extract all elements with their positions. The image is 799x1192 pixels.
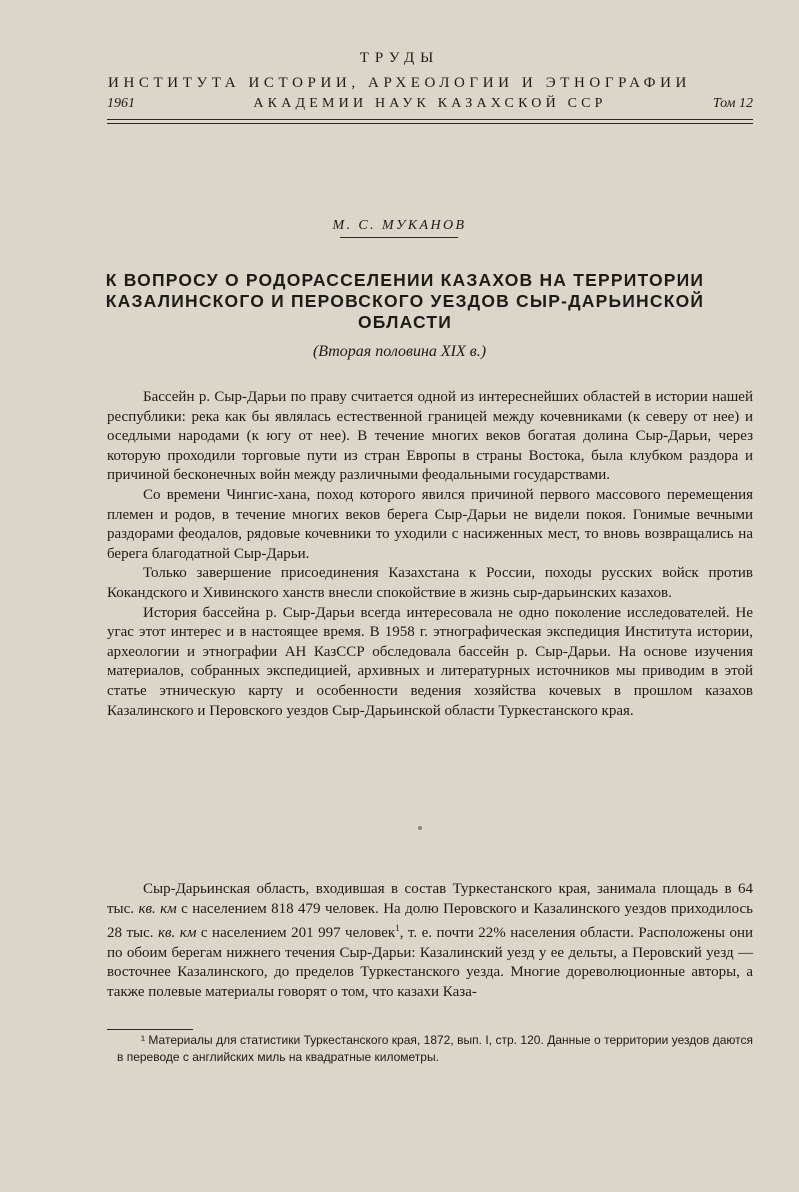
footnote-reference: 1 — [395, 923, 400, 934]
footnote-rule — [107, 1029, 193, 1030]
academy-name: АКАДЕМИИ НАУК КАЗАХСКОЙ ССР — [253, 96, 607, 111]
section-divider-dot — [418, 826, 422, 830]
intro-text — [107, 388, 753, 721]
header-rule-top — [107, 119, 753, 120]
paragraph: Бассейн р. Сыр-Дарьи по праву считается одной из интереснейших областей в истории нашей республики: река как бы являлась естественной границей между кочевниками (к северу от нее) и оседлыми народами (к югу от нее). В течение многих веков богатая долина Сыр-Дарьи, через которую проходили торговые пути из стран Европы в страны Востока, была клубком раздора и причиной бесконечных войн между различными феодальными государствами. — [107, 389, 753, 484]
paragraph — [107, 880, 753, 1003]
paragraph: История бассейна р. Сыр-Дарьи всегда интересовала не одно поколение исследователей. Не угас этот интерес и в настоящее время. В 1958 г. этнографическая экспедиция Института истории, археологии и этнографии АН КазССР обследовала бассейн р. Сыр-Дарьи. На основе изучения материалов, собранных экспедицией, архивных и литературных источников мы приводим в этой статье этническую карту и особенности ведения хозяйства кочевых в прошлом казахов Казалинского и Перовского уездов Сыр-Дарьинской области Туркестанского края. — [107, 604, 753, 719]
journal-header-row — [107, 96, 753, 116]
journal-series-title: ТРУДЫ — [359, 50, 440, 66]
text-fragment: с населением 201 997 человек — [196, 925, 396, 942]
volume-number: Том 12 — [712, 96, 753, 111]
section-text — [107, 880, 753, 1003]
footnote — [117, 1032, 753, 1065]
text-fragment: с населением 818 479 человек. На долю Перовского и Казалинского уездов приходилось 28 тыс. — [107, 900, 754, 942]
text-fragment: , т. е. почти 22% населения области. Расположены они по обоим берегам нижнего течения Сыр-Дарьи: Казалинский уезд у ее дельты, а Перовский уезд — восточнее Казалинского, до пределов Туркестанского уезда. Многие дореволюционные авторы, а также полевые материалы говорят о том, что казахи Каза- — [107, 925, 753, 1000]
article-title: К ВОПРОСУ О РОДОРАССЕЛЕНИИ КАЗАХОВ НА ТЕРРИТОРИИ КАЗАЛИНСКОГО И ПЕРОВСКОГО УЕЗДОВ СЫР-ДАРЬИНСКОЙ ОБЛАСТИ — [105, 270, 705, 332]
header-rule-bottom — [107, 123, 753, 124]
institute-name: ИНСТИТУТА ИСТОРИИ, АРХЕОЛОГИИ И ЭТНОГРАФИИ — [108, 75, 691, 91]
paragraph: Со времени Чингис-хана, поход которого явился причиной первого массового перемещения племен и родов, в течение многих веков берега Сыр-Дарьи не видели покоя. Гонимые вечными раздорами феодалов, рядовые кочевники то уходили с насиженных мест, то вновь возвращались на берега благодатной Сыр-Дарьи. — [107, 486, 753, 562]
article-author: М. С. МУКАНОВ — [332, 218, 467, 233]
publication-year: 1961 — [107, 96, 135, 111]
unit-label: кв. км — [138, 900, 177, 917]
author-underline — [340, 237, 458, 238]
article-subtitle: (Вторая половина XIX в.) — [312, 343, 487, 360]
paragraph: Только завершение присоединения Казахстана к России, походы русских войск против Кокандского и Хивинского ханств внесли спокойствие в жизнь сыр-дарьинских казахов. — [107, 565, 753, 601]
text-fragment: Сыр-Дарьинская область, входившая в состав Туркестанского края, занимала площадь в 64 тыс. — [107, 881, 753, 917]
unit-label: кв. км — [158, 925, 197, 942]
footnote-text: ¹ Материалы для статистики Туркестанского края, 1872, вып. I, стр. 120. Данные о территории уездов даются в переводе с английских миль на квадратные километры. — [117, 1033, 753, 1064]
